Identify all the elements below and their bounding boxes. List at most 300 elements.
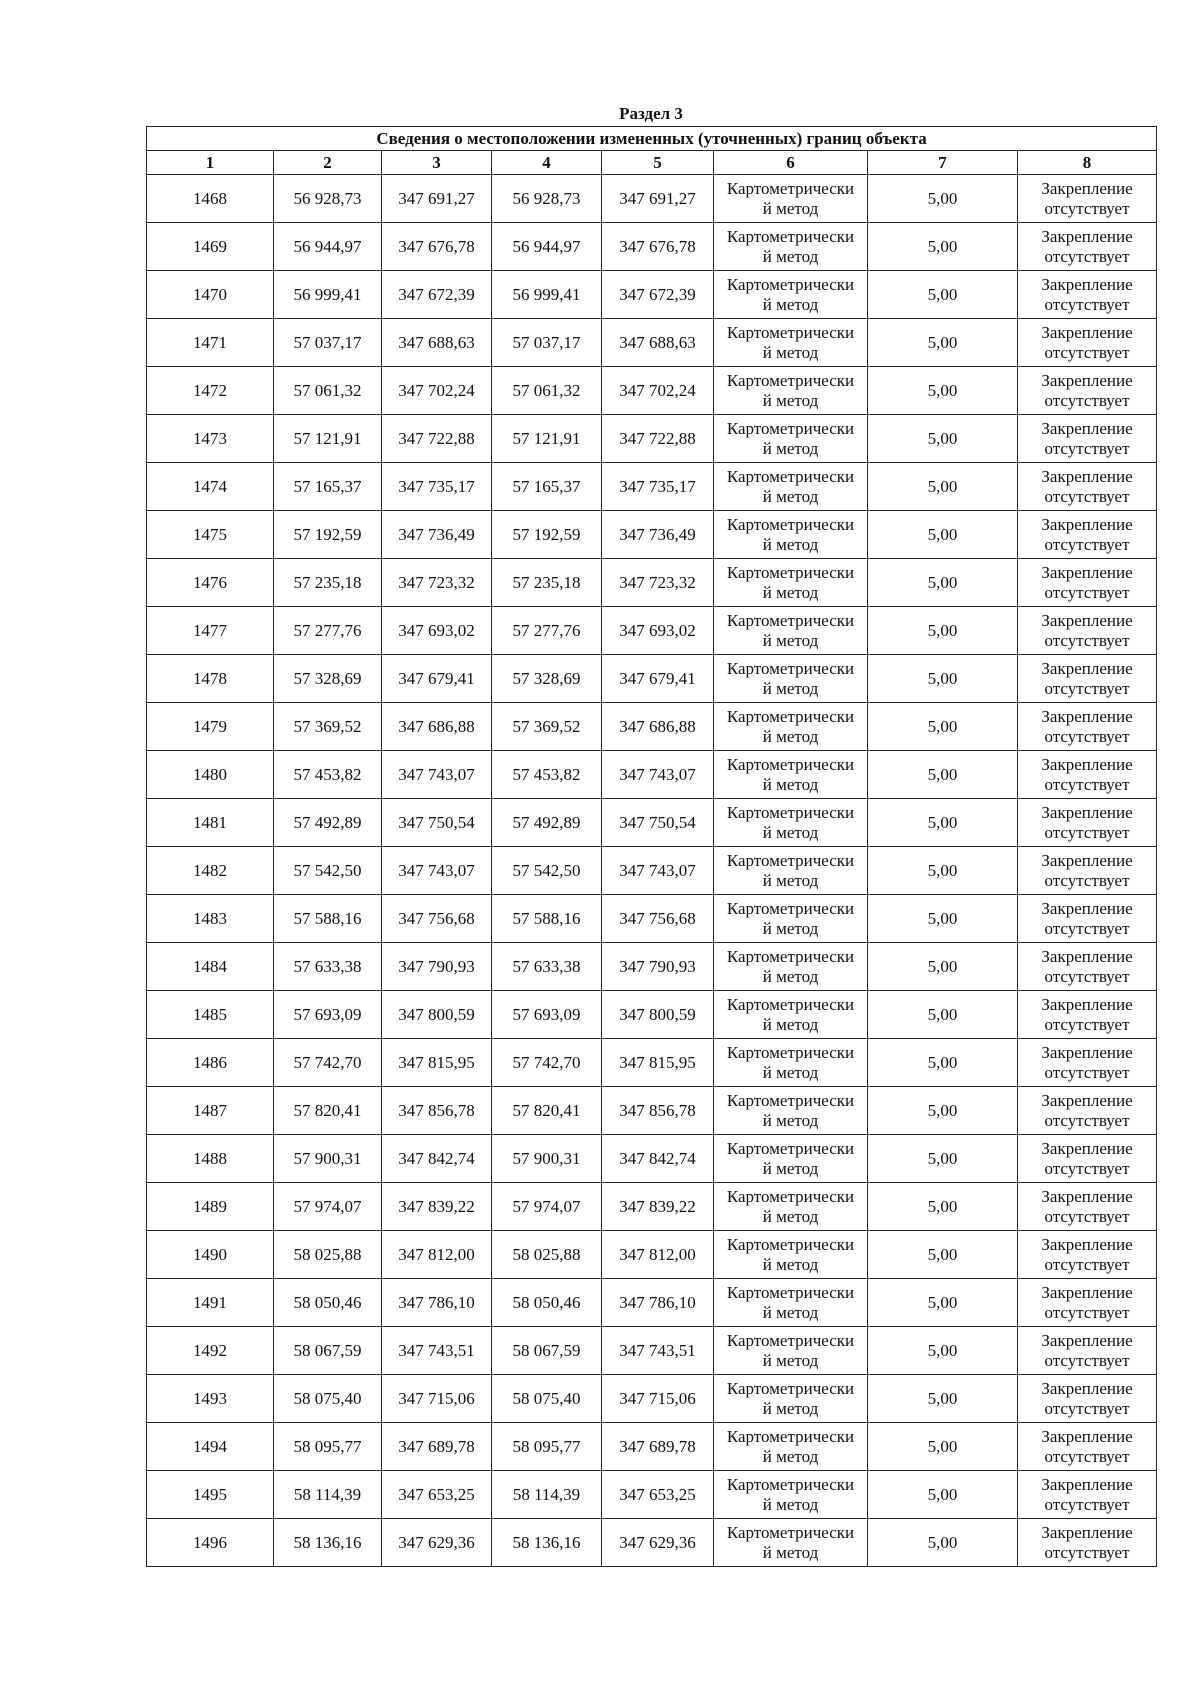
existing-y-cell: 347 689,78	[382, 1423, 492, 1471]
table-row	[147, 271, 1157, 319]
accuracy-cell: 5,00	[868, 175, 1018, 223]
fixation-cell	[1018, 511, 1157, 559]
existing-y-cell: 347 693,02	[382, 607, 492, 655]
method-cell-line: й метод	[762, 678, 819, 698]
point-number-cell: 1491	[147, 1279, 274, 1327]
point-number-cell: 1489	[147, 1183, 274, 1231]
point-number-cell: 1470	[147, 271, 274, 319]
fixation-cell-line: Закрепление	[1041, 610, 1133, 630]
updated-x-cell: 57 328,69	[492, 655, 602, 703]
fixation-cell	[1018, 703, 1157, 751]
method-cell-line: Картометрически	[726, 1522, 855, 1542]
fixation-cell-line: отсутствует	[1044, 1206, 1130, 1226]
method-cell-line: й метод	[762, 870, 819, 890]
existing-y-cell: 347 743,07	[382, 847, 492, 895]
point-number-cell: 1483	[147, 895, 274, 943]
method-cell	[714, 1519, 868, 1567]
column-number-row	[147, 151, 1157, 175]
updated-y-cell: 347 812,00	[602, 1231, 714, 1279]
existing-y-cell: 347 688,63	[382, 319, 492, 367]
fixation-cell-line: отсутствует	[1044, 918, 1130, 938]
fixation-cell	[1018, 1087, 1157, 1135]
table-row	[147, 607, 1157, 655]
method-cell-line: й метод	[762, 630, 819, 650]
table-row	[147, 319, 1157, 367]
method-cell	[714, 559, 868, 607]
fixation-cell-line: Закрепление	[1041, 850, 1133, 870]
method-cell-line: й метод	[762, 438, 819, 458]
accuracy-cell: 5,00	[868, 1183, 1018, 1231]
table-row	[147, 799, 1157, 847]
fixation-cell-line: Закрепление	[1041, 562, 1133, 582]
updated-x-cell: 57 542,50	[492, 847, 602, 895]
fixation-cell-line: отсутствует	[1044, 390, 1130, 410]
table-row	[147, 511, 1157, 559]
fixation-cell-line: Закрепление	[1041, 514, 1133, 534]
method-cell	[714, 1183, 868, 1231]
fixation-cell-line: Закрепление	[1041, 658, 1133, 678]
fixation-cell	[1018, 1231, 1157, 1279]
method-cell-line: Картометрически	[726, 754, 855, 774]
method-cell-line: Картометрически	[726, 1282, 855, 1302]
table-row	[147, 1039, 1157, 1087]
point-number-cell: 1495	[147, 1471, 274, 1519]
existing-x-cell: 57 328,69	[274, 655, 382, 703]
updated-y-cell: 347 686,88	[602, 703, 714, 751]
method-cell-line: Картометрически	[726, 322, 855, 342]
existing-x-cell: 58 050,46	[274, 1279, 382, 1327]
point-number-cell: 1492	[147, 1327, 274, 1375]
method-cell	[714, 415, 868, 463]
updated-x-cell: 57 037,17	[492, 319, 602, 367]
fixation-cell	[1018, 1039, 1157, 1087]
method-cell	[714, 367, 868, 415]
method-cell	[714, 1135, 868, 1183]
method-cell-line: Картометрически	[726, 1474, 855, 1494]
fixation-cell-line: Закрепление	[1041, 1330, 1133, 1350]
point-number-cell: 1490	[147, 1231, 274, 1279]
fixation-cell-line: Закрепление	[1041, 418, 1133, 438]
updated-x-cell: 58 095,77	[492, 1423, 602, 1471]
accuracy-cell: 5,00	[868, 1375, 1018, 1423]
fixation-cell	[1018, 1183, 1157, 1231]
existing-y-cell: 347 672,39	[382, 271, 492, 319]
method-cell-line: й метод	[762, 534, 819, 554]
method-cell-line: й метод	[762, 390, 819, 410]
existing-x-cell: 57 742,70	[274, 1039, 382, 1087]
column-number: 7	[868, 151, 1018, 175]
table-row	[147, 1183, 1157, 1231]
column-number: 1	[147, 151, 274, 175]
updated-y-cell: 347 679,41	[602, 655, 714, 703]
updated-x-cell: 57 192,59	[492, 511, 602, 559]
fixation-cell	[1018, 1327, 1157, 1375]
fixation-cell-line: отсутствует	[1044, 870, 1130, 890]
method-cell	[714, 1279, 868, 1327]
accuracy-cell: 5,00	[868, 1279, 1018, 1327]
updated-y-cell: 347 691,27	[602, 175, 714, 223]
point-number-cell: 1476	[147, 559, 274, 607]
updated-y-cell: 347 715,06	[602, 1375, 714, 1423]
fixation-cell-line: Закрепление	[1041, 1474, 1133, 1494]
updated-x-cell: 56 944,97	[492, 223, 602, 271]
fixation-cell-line: отсутствует	[1044, 726, 1130, 746]
table-row	[147, 751, 1157, 799]
table-row	[147, 367, 1157, 415]
existing-y-cell: 347 743,07	[382, 751, 492, 799]
fixation-cell	[1018, 751, 1157, 799]
existing-y-cell: 347 743,51	[382, 1327, 492, 1375]
fixation-cell-line: Закрепление	[1041, 1426, 1133, 1446]
method-cell-line: й метод	[762, 918, 819, 938]
column-number: 6	[714, 151, 868, 175]
method-cell-line: Картометрически	[726, 994, 855, 1014]
updated-x-cell: 58 136,16	[492, 1519, 602, 1567]
point-number-cell: 1468	[147, 175, 274, 223]
fixation-cell	[1018, 607, 1157, 655]
method-cell-line: Картометрически	[726, 418, 855, 438]
fixation-cell-line: отсутствует	[1044, 486, 1130, 506]
fixation-cell-line: Закрепление	[1041, 178, 1133, 198]
updated-y-cell: 347 676,78	[602, 223, 714, 271]
point-number-cell: 1481	[147, 799, 274, 847]
existing-y-cell: 347 812,00	[382, 1231, 492, 1279]
updated-x-cell: 57 820,41	[492, 1087, 602, 1135]
method-cell-line: й метод	[762, 1302, 819, 1322]
method-cell-line: Картометрически	[726, 1186, 855, 1206]
method-cell-line: й метод	[762, 1014, 819, 1034]
updated-y-cell: 347 735,17	[602, 463, 714, 511]
table-row	[147, 1279, 1157, 1327]
point-number-cell: 1487	[147, 1087, 274, 1135]
existing-x-cell: 56 944,97	[274, 223, 382, 271]
fixation-cell-line: отсутствует	[1044, 534, 1130, 554]
updated-y-cell: 347 743,51	[602, 1327, 714, 1375]
accuracy-cell: 5,00	[868, 1519, 1018, 1567]
point-number-cell: 1469	[147, 223, 274, 271]
method-cell	[714, 1423, 868, 1471]
fixation-cell-line: Закрепление	[1041, 1090, 1133, 1110]
table-row	[147, 847, 1157, 895]
method-cell	[714, 511, 868, 559]
updated-y-cell: 347 629,36	[602, 1519, 714, 1567]
updated-y-cell: 347 723,32	[602, 559, 714, 607]
existing-x-cell: 57 900,31	[274, 1135, 382, 1183]
existing-x-cell: 56 928,73	[274, 175, 382, 223]
fixation-cell-line: Закрепление	[1041, 706, 1133, 726]
accuracy-cell: 5,00	[868, 223, 1018, 271]
updated-x-cell: 57 633,38	[492, 943, 602, 991]
method-cell-line: Картометрически	[726, 802, 855, 822]
point-number-cell: 1496	[147, 1519, 274, 1567]
point-number-cell: 1475	[147, 511, 274, 559]
accuracy-cell: 5,00	[868, 559, 1018, 607]
column-number: 5	[602, 151, 714, 175]
existing-x-cell: 57 974,07	[274, 1183, 382, 1231]
method-cell	[714, 1231, 868, 1279]
fixation-cell-line: Закрепление	[1041, 1282, 1133, 1302]
method-cell	[714, 991, 868, 1039]
method-cell-line: й метод	[762, 1158, 819, 1178]
accuracy-cell: 5,00	[868, 1423, 1018, 1471]
method-cell-line: Картометрически	[726, 1042, 855, 1062]
fixation-cell-line: отсутствует	[1044, 630, 1130, 650]
updated-x-cell: 58 050,46	[492, 1279, 602, 1327]
point-number-cell: 1485	[147, 991, 274, 1039]
fixation-cell-line: Закрепление	[1041, 754, 1133, 774]
fixation-cell	[1018, 463, 1157, 511]
updated-x-cell: 58 114,39	[492, 1471, 602, 1519]
method-cell	[714, 175, 868, 223]
fixation-cell	[1018, 655, 1157, 703]
accuracy-cell: 5,00	[868, 847, 1018, 895]
updated-y-cell: 347 743,07	[602, 847, 714, 895]
method-cell-line: й метод	[762, 1446, 819, 1466]
updated-x-cell: 57 900,31	[492, 1135, 602, 1183]
existing-y-cell: 347 736,49	[382, 511, 492, 559]
method-cell-line: й метод	[762, 1254, 819, 1274]
existing-y-cell: 347 750,54	[382, 799, 492, 847]
method-cell-line: й метод	[762, 1494, 819, 1514]
method-cell	[714, 1327, 868, 1375]
fixation-cell-line: отсутствует	[1044, 966, 1130, 986]
existing-x-cell: 57 061,32	[274, 367, 382, 415]
fixation-cell-line: отсутствует	[1044, 438, 1130, 458]
fixation-cell-line: отсутствует	[1044, 774, 1130, 794]
point-number-cell: 1472	[147, 367, 274, 415]
updated-x-cell: 58 067,59	[492, 1327, 602, 1375]
method-cell-line: й метод	[762, 822, 819, 842]
updated-y-cell: 347 790,93	[602, 943, 714, 991]
accuracy-cell: 5,00	[868, 1327, 1018, 1375]
fixation-cell	[1018, 223, 1157, 271]
updated-y-cell: 347 672,39	[602, 271, 714, 319]
fixation-cell	[1018, 943, 1157, 991]
method-cell	[714, 271, 868, 319]
point-number-cell: 1478	[147, 655, 274, 703]
existing-x-cell: 57 693,09	[274, 991, 382, 1039]
updated-x-cell: 57 369,52	[492, 703, 602, 751]
table-row	[147, 1231, 1157, 1279]
table-row	[147, 943, 1157, 991]
accuracy-cell: 5,00	[868, 943, 1018, 991]
method-cell-line: й метод	[762, 774, 819, 794]
fixation-cell-line: Закрепление	[1041, 802, 1133, 822]
method-cell-line: Картометрически	[726, 178, 855, 198]
table-row	[147, 1471, 1157, 1519]
method-cell-line: Картометрически	[726, 658, 855, 678]
method-cell-line: Картометрически	[726, 1330, 855, 1350]
table-row	[147, 175, 1157, 223]
fixation-cell	[1018, 895, 1157, 943]
fixation-cell-line: Закрепление	[1041, 1378, 1133, 1398]
updated-y-cell: 347 653,25	[602, 1471, 714, 1519]
fixation-cell	[1018, 415, 1157, 463]
existing-x-cell: 57 037,17	[274, 319, 382, 367]
fixation-cell	[1018, 1375, 1157, 1423]
existing-y-cell: 347 691,27	[382, 175, 492, 223]
method-cell	[714, 799, 868, 847]
method-cell	[714, 223, 868, 271]
updated-y-cell: 347 736,49	[602, 511, 714, 559]
existing-x-cell: 57 235,18	[274, 559, 382, 607]
updated-y-cell: 347 688,63	[602, 319, 714, 367]
table-row	[147, 1423, 1157, 1471]
method-cell-line: й метод	[762, 486, 819, 506]
accuracy-cell: 5,00	[868, 1231, 1018, 1279]
method-cell-line: й метод	[762, 582, 819, 602]
updated-y-cell: 347 702,24	[602, 367, 714, 415]
fixation-cell-line: отсутствует	[1044, 198, 1130, 218]
fixation-cell	[1018, 271, 1157, 319]
updated-x-cell: 57 453,82	[492, 751, 602, 799]
method-cell-line: Картометрически	[726, 274, 855, 294]
existing-y-cell: 347 815,95	[382, 1039, 492, 1087]
table-row	[147, 415, 1157, 463]
existing-x-cell: 58 067,59	[274, 1327, 382, 1375]
existing-y-cell: 347 839,22	[382, 1183, 492, 1231]
accuracy-cell: 5,00	[868, 463, 1018, 511]
existing-y-cell: 347 856,78	[382, 1087, 492, 1135]
fixation-cell-line: отсутствует	[1044, 1014, 1130, 1034]
fixation-cell-line: Закрепление	[1041, 1186, 1133, 1206]
updated-y-cell: 347 856,78	[602, 1087, 714, 1135]
accuracy-cell: 5,00	[868, 895, 1018, 943]
table-row	[147, 1087, 1157, 1135]
fixation-cell	[1018, 1279, 1157, 1327]
existing-x-cell: 57 453,82	[274, 751, 382, 799]
fixation-cell	[1018, 1135, 1157, 1183]
method-cell-line: Картометрически	[726, 946, 855, 966]
accuracy-cell: 5,00	[868, 703, 1018, 751]
section-title: Раздел 3	[619, 104, 683, 123]
fixation-cell	[1018, 799, 1157, 847]
updated-y-cell: 347 786,10	[602, 1279, 714, 1327]
method-cell-line: й метод	[762, 1110, 819, 1130]
method-cell	[714, 1375, 868, 1423]
updated-x-cell: 56 928,73	[492, 175, 602, 223]
existing-x-cell: 57 369,52	[274, 703, 382, 751]
fixation-cell-line: отсутствует	[1044, 1398, 1130, 1418]
existing-y-cell: 347 676,78	[382, 223, 492, 271]
existing-x-cell: 58 075,40	[274, 1375, 382, 1423]
point-number-cell: 1482	[147, 847, 274, 895]
method-cell	[714, 463, 868, 511]
accuracy-cell: 5,00	[868, 415, 1018, 463]
point-number-cell: 1473	[147, 415, 274, 463]
fixation-cell-line: Закрепление	[1041, 322, 1133, 342]
method-cell-line: й метод	[762, 1206, 819, 1226]
existing-y-cell: 347 653,25	[382, 1471, 492, 1519]
method-cell	[714, 1039, 868, 1087]
method-cell-line: й метод	[762, 198, 819, 218]
updated-y-cell: 347 750,54	[602, 799, 714, 847]
accuracy-cell: 5,00	[868, 271, 1018, 319]
fixation-cell	[1018, 319, 1157, 367]
updated-x-cell: 57 588,16	[492, 895, 602, 943]
method-cell-line: Картометрически	[726, 562, 855, 582]
fixation-cell-line: отсутствует	[1044, 294, 1130, 314]
point-number-cell: 1474	[147, 463, 274, 511]
accuracy-cell: 5,00	[868, 799, 1018, 847]
fixation-cell-line: Закрепление	[1041, 466, 1133, 486]
fixation-cell-line: отсутствует	[1044, 1254, 1130, 1274]
point-number-cell: 1494	[147, 1423, 274, 1471]
table-row	[147, 1519, 1157, 1567]
fixation-cell-line: Закрепление	[1041, 274, 1133, 294]
updated-x-cell: 57 165,37	[492, 463, 602, 511]
method-cell-line: Картометрически	[726, 370, 855, 390]
existing-x-cell: 57 492,89	[274, 799, 382, 847]
boundary-coordinates-table	[146, 126, 1157, 1567]
fixation-cell-line: Закрепление	[1041, 370, 1133, 390]
table-row	[147, 655, 1157, 703]
method-cell	[714, 751, 868, 799]
method-cell-line: Картометрически	[726, 898, 855, 918]
existing-y-cell: 347 702,24	[382, 367, 492, 415]
fixation-cell	[1018, 559, 1157, 607]
updated-x-cell: 56 999,41	[492, 271, 602, 319]
column-number: 8	[1018, 151, 1157, 175]
column-number: 4	[492, 151, 602, 175]
fixation-cell	[1018, 1423, 1157, 1471]
table-row	[147, 991, 1157, 1039]
existing-x-cell: 57 192,59	[274, 511, 382, 559]
fixation-cell	[1018, 1471, 1157, 1519]
updated-x-cell: 57 235,18	[492, 559, 602, 607]
fixation-cell-line: отсутствует	[1044, 1446, 1130, 1466]
method-cell	[714, 607, 868, 655]
table-row	[147, 223, 1157, 271]
table-row	[147, 559, 1157, 607]
existing-x-cell: 57 633,38	[274, 943, 382, 991]
accuracy-cell: 5,00	[868, 991, 1018, 1039]
existing-x-cell: 57 121,91	[274, 415, 382, 463]
fixation-cell-line: отсутствует	[1044, 822, 1130, 842]
existing-x-cell: 57 542,50	[274, 847, 382, 895]
method-cell-line: Картометрически	[726, 514, 855, 534]
existing-y-cell: 347 842,74	[382, 1135, 492, 1183]
method-cell	[714, 895, 868, 943]
method-cell-line: й метод	[762, 1350, 819, 1370]
table-row	[147, 1135, 1157, 1183]
updated-y-cell: 347 756,68	[602, 895, 714, 943]
point-number-cell: 1480	[147, 751, 274, 799]
updated-x-cell: 57 492,89	[492, 799, 602, 847]
method-cell-line: й метод	[762, 1398, 819, 1418]
existing-y-cell: 347 722,88	[382, 415, 492, 463]
existing-x-cell: 58 136,16	[274, 1519, 382, 1567]
table-row	[147, 1327, 1157, 1375]
fixation-cell-line: Закрепление	[1041, 1042, 1133, 1062]
fixation-cell-line: Закрепление	[1041, 1234, 1133, 1254]
updated-x-cell: 57 061,32	[492, 367, 602, 415]
existing-x-cell: 57 277,76	[274, 607, 382, 655]
updated-y-cell: 347 722,88	[602, 415, 714, 463]
table-row	[147, 895, 1157, 943]
existing-y-cell: 347 800,59	[382, 991, 492, 1039]
fixation-cell-line: Закрепление	[1041, 1522, 1133, 1542]
point-number-cell: 1471	[147, 319, 274, 367]
updated-y-cell: 347 743,07	[602, 751, 714, 799]
table-row	[147, 463, 1157, 511]
method-cell-line: й метод	[762, 246, 819, 266]
table-caption: Сведения о местоположении измененных (уточненных) границ объекта	[147, 127, 1157, 151]
existing-y-cell: 347 629,36	[382, 1519, 492, 1567]
method-cell-line: Картометрически	[726, 1426, 855, 1446]
fixation-cell-line: Закрепление	[1041, 898, 1133, 918]
fixation-cell-line: отсутствует	[1044, 1062, 1130, 1082]
